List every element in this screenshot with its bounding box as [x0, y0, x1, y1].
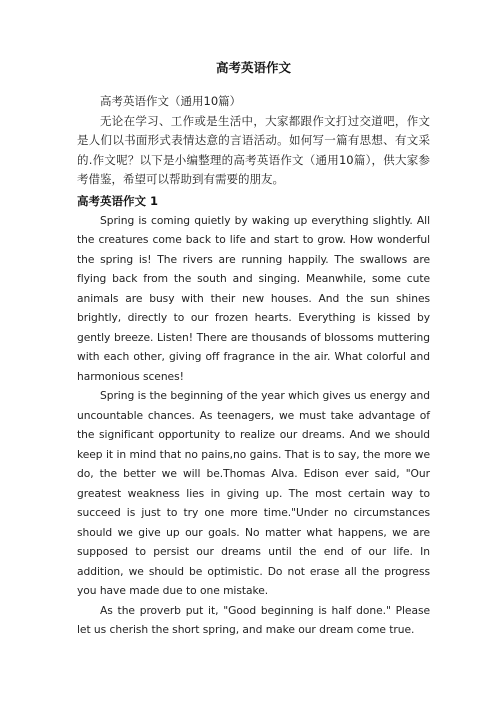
essay-paragraph: Spring is coming quietly by waking up everything slightly. All the creatures come back to life and start to grow. How wonderful the spring is! The rivers are running happily. The swallows are flying back from the south and singing. Meanwhile, some cute animals are busy with their new houses. And the sun shines brightly, directly to our frozen hearts. Everything is kissed by gently breeze. Listen! There are thousands of blossoms muttering with each other, giving off fragrance in the air. What colorful and harmonious scenes! — [77, 213, 430, 383]
intro-line: 高考英语作文（通用10篇） — [100, 94, 242, 108]
essay-paragraph: As the proverb put it, "Good beginning is half done." Please let us cherish the short spring, and make our dream come true. — [77, 603, 430, 636]
document-title: 高考英语作文 — [215, 60, 291, 75]
essay-heading: 高考英语作文 1 — [77, 193, 159, 208]
intro-paragraph: 无论在学习、工作或是生活中，大家都跟作文打过交道吧，作文是人们以书面形式表情达意的言语活动。如何写一篇有思想、有文采的.作文呢？以下是小编整理的高考英语作文（通用10篇），供大家参考借鉴，希望可以帮助到有需要的朋友。 — [77, 113, 430, 186]
essay-paragraph: Spring is the beginning of the year which gives us energy and uncountable chances. As teenagers, we must take advantage of the significant opportunity to realize our dreams. And we should keep it in mind that no pains,no gains. That is to say, the more we do, the better we will be.Thomas Alva. Edison ever said, "Our greatest weakness lies in giving up. The most certain way to succeed is just to try one more time."Under no circumstances should we give up our goals. No matter what happens, we are supposed to persist our dreams until the end of our life. In addition, we should be optimistic. Do not erase all the progress you have made due to one mistake. — [77, 389, 430, 597]
